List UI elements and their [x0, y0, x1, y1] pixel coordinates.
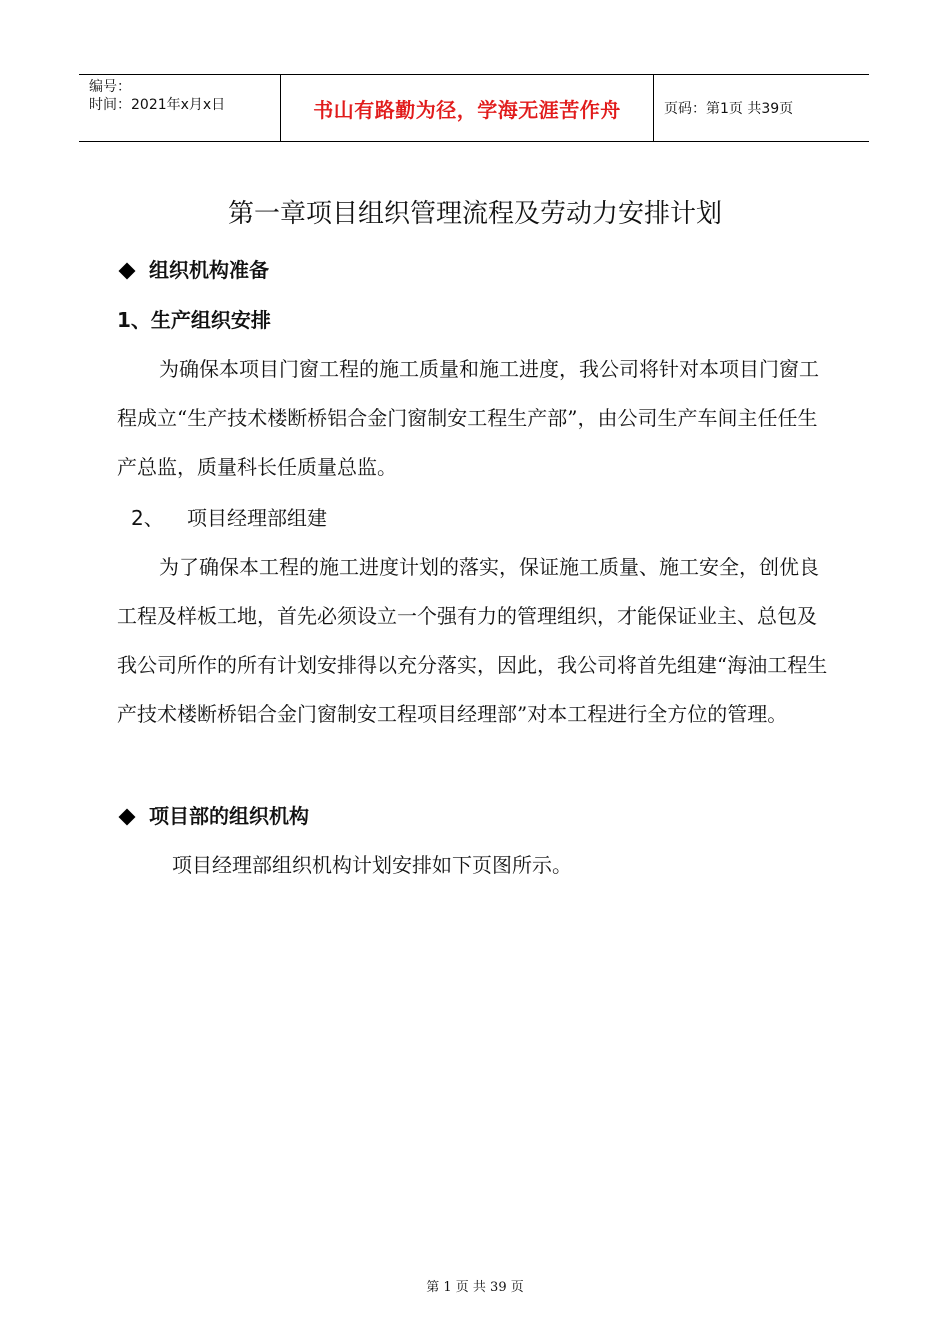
section-heading-org-prep — [117, 256, 269, 284]
header-motto-cell — [280, 75, 654, 141]
doc-number-label: 编号： — [89, 79, 131, 95]
subheading-project-dept: 项目经理部组建 — [187, 506, 327, 530]
subheading-number: 2、 — [131, 506, 164, 530]
subheading-production: 1、生产组织安排 — [117, 308, 271, 332]
paragraph-org-chart-note: 项目经理部组织机构计划安排如下页图所示。 — [172, 853, 572, 877]
header-meta-cell — [79, 75, 280, 141]
page-footer: 第 1 页 共 39 页 — [426, 1280, 524, 1295]
document-header — [79, 74, 869, 142]
header-motto: 书山有路勤为径，学海无涯苦作舟 — [313, 97, 621, 122]
paragraph-project-dept: 为了确保本工程的施工进度计划的落实，保证施工质量、施工安全，创优良工程及样板工地，首先必须设立一个强有力的管理组织，才能保证业主、总包及我公司所作的所有计划安排得以充分落实，因此，我公司将首先组建“海油工程生产技术楼断桥铝合金门窗制安工程项目经理部”对本工程进行全方位的管理。 — [117, 555, 828, 726]
section-heading-text: 项目部的组织机构 — [149, 804, 309, 828]
diamond-bullet-icon — [119, 262, 136, 279]
header-page-cell — [654, 75, 869, 141]
section-heading-text: 组织机构准备 — [149, 258, 269, 282]
paragraph-production: 为确保本项目门窗工程的施工质量和施工进度，我公司将针对本项目门窗工程成立“生产技术楼断桥铝合金门窗制安工程生产部”，由公司生产车间主任任生产总监，质量科长任质量总监。 — [117, 357, 819, 479]
doc-time-label: 时间：2021年x月x日 — [89, 97, 226, 113]
section-heading-org-structure — [117, 802, 309, 830]
page-title: 第一章项目组织管理流程及劳动力安排计划 — [227, 199, 722, 229]
diamond-bullet-icon — [119, 808, 136, 825]
header-page-info: 页码：第1页 共39页 — [664, 101, 794, 117]
